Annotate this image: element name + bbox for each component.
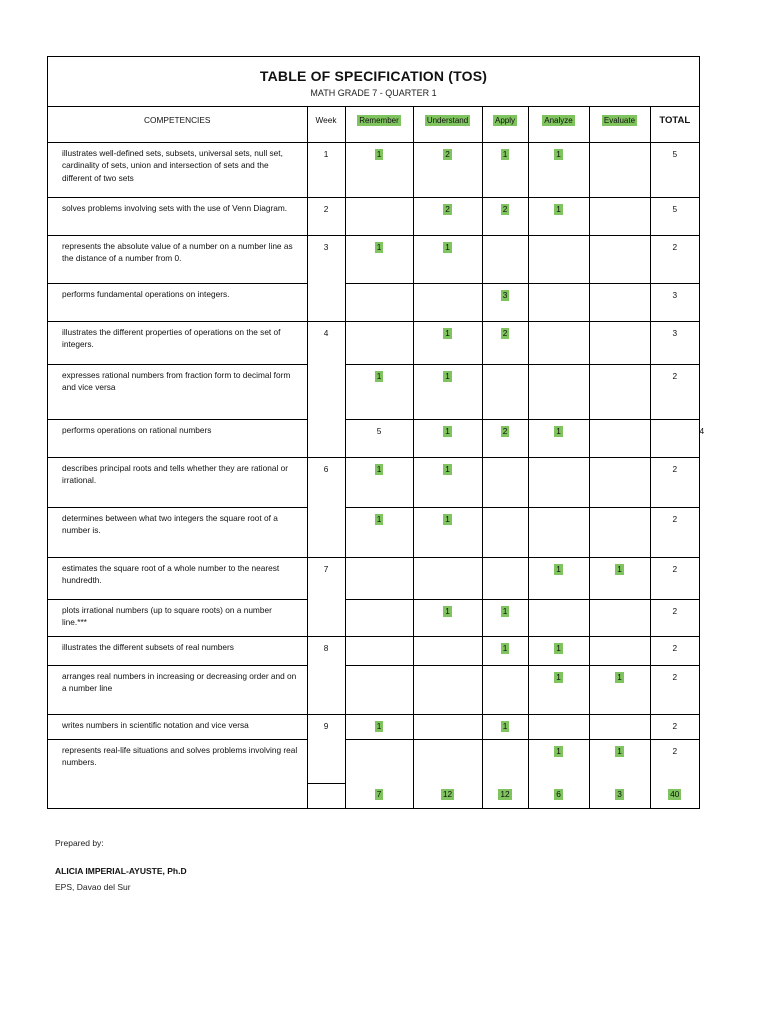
apply-cell [482, 142, 528, 197]
remember-count: 1 [376, 241, 382, 252]
remember-count: 1 [376, 720, 382, 731]
apply-count: 1 [502, 605, 508, 616]
understand-cell [413, 739, 482, 783]
analyze-count: 1 [556, 642, 561, 653]
analyze-cell [528, 197, 589, 235]
row-total-cell: 2 [650, 665, 699, 714]
understand-cell [413, 665, 482, 714]
apply-cell [482, 507, 528, 557]
understand-cell [413, 714, 482, 739]
remember-cell [345, 739, 413, 783]
specification-table [48, 107, 705, 808]
apply-cell [528, 419, 589, 457]
week-cell: 9 [307, 714, 345, 783]
week-cell: 4 [307, 321, 345, 457]
remember-cell [345, 457, 413, 507]
evaluate-cell [589, 283, 650, 321]
analyze-cell [528, 599, 589, 636]
totals-label-cell [48, 783, 307, 808]
table-header-row [48, 107, 699, 142]
understand-cell [413, 457, 482, 507]
remember-cell [345, 665, 413, 714]
remember-count: 1 [376, 370, 382, 381]
understand-count: 1 [445, 605, 450, 616]
row-total-cell: 3 [650, 321, 699, 364]
row-total-cell: 2 [650, 557, 699, 599]
author-name: ALICIA IMPERIAL-AYUSTE, Ph.D [55, 866, 187, 876]
remember-cell [345, 321, 413, 364]
competency-cell: estimates the square root of a whole number to the nearest hundredth. [48, 557, 307, 599]
remember-cell [345, 557, 413, 599]
evaluate-cell [589, 457, 650, 507]
apply-count: 1 [556, 425, 561, 436]
understand-count: 2 [445, 203, 450, 214]
apply-cell [482, 457, 528, 507]
understand-cell [413, 636, 482, 665]
author-title: EPS, Davao del Sur [55, 882, 131, 892]
understand-count: 1 [445, 327, 450, 338]
row-total-cell: 5 [650, 142, 699, 197]
row-total-cell: 2 [650, 457, 699, 507]
title-block [48, 57, 699, 107]
table-row [48, 197, 699, 235]
remember-cell [345, 235, 413, 283]
understand-cell [413, 283, 482, 321]
remember-header: Remember [345, 107, 413, 142]
week-cell: 3 [307, 235, 345, 321]
week-cell: 8 [307, 636, 345, 714]
week-header: Week [307, 107, 345, 142]
analyze-cell [528, 235, 589, 283]
understand-count: 2 [445, 148, 450, 159]
analyze-cell [528, 321, 589, 364]
table-row [48, 235, 699, 283]
row-total-cell: 2 [650, 507, 699, 557]
totals-week-cell [307, 783, 345, 808]
understand-cell [482, 419, 528, 457]
week-cell: 7 [307, 557, 345, 636]
evaluate-cell [589, 636, 650, 665]
evaluate-cell [589, 321, 650, 364]
competency-cell: represents real-life situations and solves problems involving real numbers. [48, 739, 307, 783]
table-row [48, 321, 699, 364]
apply-cell [482, 599, 528, 636]
competency-cell: solves problems involving sets with the use of Venn Diagram. [48, 197, 307, 235]
analyze-count: 1 [556, 563, 561, 574]
row-total-cell: 2 [650, 235, 699, 283]
competency-cell: plots irrational numbers (up to square roots) on a number line.*** [48, 599, 307, 636]
apply-cell [482, 364, 528, 419]
table-row [48, 636, 699, 665]
competency-cell: determines between what two integers the square root of a number is. [48, 507, 307, 557]
understand-count: 1 [445, 463, 450, 474]
table-row: performs operations on rational numbers 5 1 2 1 4 [48, 419, 699, 457]
week-cell: 1 [307, 142, 345, 197]
competency-cell: arranges real numbers in increasing or decreasing order and on a number line [48, 665, 307, 714]
remember-cell [345, 599, 413, 636]
competencies-header: COMPETENCIES [48, 107, 307, 142]
understand-cell [413, 197, 482, 235]
totals-row [48, 783, 699, 808]
evaluate-cell [589, 197, 650, 235]
competency-cell: describes principal roots and tells whether they are rational or irrational. [48, 457, 307, 507]
row-total-cell: 2 [650, 714, 699, 739]
apply-cell [482, 665, 528, 714]
table-row [48, 714, 699, 739]
analyze-cell [528, 739, 589, 783]
apply-cell [482, 235, 528, 283]
analyze-count: 1 [556, 745, 561, 756]
remember-cell [345, 636, 413, 665]
prepared-by-label: Prepared by: [55, 838, 104, 848]
document-title: TABLE OF SPECIFICATION (TOS) [259, 68, 488, 84]
table-row [48, 557, 699, 599]
analyze-cell [528, 283, 589, 321]
remember-cell [345, 714, 413, 739]
row-total-cell: 3 [650, 283, 699, 321]
apply-count: 1 [502, 642, 508, 653]
analyze-cell [528, 636, 589, 665]
apply-cell [482, 636, 528, 665]
remember-cell [345, 142, 413, 197]
row-total-cell: 2 [650, 739, 699, 783]
row-total-cell: 2 [650, 636, 699, 665]
table-body [48, 142, 705, 783]
document-subtitle: MATH GRADE 7 - QUARTER 1 [310, 88, 437, 98]
understand-cell [413, 557, 482, 599]
evaluate-header: Evaluate [589, 107, 650, 142]
evaluate-cell [589, 665, 650, 714]
apply-count: 3 [502, 289, 508, 300]
understand-cell [413, 142, 482, 197]
apply-cell [482, 321, 528, 364]
competency-cell: illustrates the different subsets of real numbers [48, 636, 307, 665]
analyze-cell [528, 714, 589, 739]
understand-count: 2 [502, 425, 508, 436]
understand-count: 1 [445, 370, 450, 381]
apply-count: 2 [502, 203, 508, 214]
understand-cell [413, 507, 482, 557]
table-row [48, 364, 699, 419]
remember-cell [413, 419, 482, 457]
apply-count: 1 [502, 720, 508, 731]
apply-cell [482, 714, 528, 739]
analyze-cell [528, 665, 589, 714]
evaluate-cell [650, 419, 699, 457]
apply-total: 12 [482, 783, 528, 808]
apply-cell [482, 197, 528, 235]
remember-count: 1 [376, 463, 382, 474]
analyze-header: Analyze [528, 107, 589, 142]
evaluate-cell [589, 142, 650, 197]
evaluate-count: 1 [617, 671, 622, 682]
competency-cell: illustrates the different properties of operations on the set of integers. [48, 321, 307, 364]
understand-header: Understand [413, 107, 482, 142]
total-header: TOTAL [650, 107, 699, 142]
competency-cell: illustrates well-defined sets, subsets, universal sets, null set, cardinality of sets, union and intersection of sets and the different of two sets [48, 142, 307, 197]
analyze-count: 1 [556, 671, 561, 682]
table-row [48, 457, 699, 507]
competency-cell: performs operations on rational numbers [48, 419, 307, 457]
apply-cell [482, 283, 528, 321]
remember-cell [345, 283, 413, 321]
remember-cell [345, 507, 413, 557]
evaluate-cell [589, 739, 650, 783]
analyze-cell [589, 419, 650, 457]
tos-sheet [47, 56, 705, 809]
competency-cell: represents the absolute value of a number on a number line as the distance of a number from 0. [48, 235, 307, 283]
analyze-count: 1 [556, 203, 561, 214]
table-row [48, 507, 699, 557]
remember-total: 7 [345, 783, 413, 808]
evaluate-count: 1 [617, 563, 622, 574]
analyze-total: 6 [528, 783, 589, 808]
evaluate-count: 1 [617, 745, 622, 756]
evaluate-cell [589, 557, 650, 599]
table-row [48, 142, 699, 197]
analyze-cell [528, 457, 589, 507]
table-row [48, 665, 699, 714]
competency-cell: expresses rational numbers from fraction form to decimal form and vice versa [48, 364, 307, 419]
remember-cell [345, 364, 413, 419]
remember-count: 1 [376, 513, 382, 524]
evaluate-cell [589, 235, 650, 283]
analyze-cell [528, 507, 589, 557]
competency-cell: writes numbers in scientific notation and vice versa [48, 714, 307, 739]
signature-block [55, 838, 187, 892]
understand-cell [413, 321, 482, 364]
evaluate-total: 3 [589, 783, 650, 808]
remember-count: 1 [376, 148, 382, 159]
evaluate-cell [589, 714, 650, 739]
apply-count: 2 [502, 327, 508, 338]
row-total-cell: 2 [650, 599, 699, 636]
understand-count: 1 [445, 513, 450, 524]
week-cell: 6 [307, 457, 345, 557]
analyze-count: 1 [556, 148, 561, 159]
remember-cell [345, 197, 413, 235]
apply-count: 1 [502, 148, 508, 159]
analyze-cell [528, 557, 589, 599]
apply-cell [482, 739, 528, 783]
understand-total: 12 [413, 783, 482, 808]
table-row [48, 739, 699, 783]
understand-cell [413, 235, 482, 283]
apply-header: Apply [482, 107, 528, 142]
analyze-cell [528, 142, 589, 197]
table-row [48, 283, 699, 321]
week-cell: 2 [307, 197, 345, 235]
understand-cell [413, 599, 482, 636]
evaluate-cell [589, 599, 650, 636]
row-total-cell: 2 [650, 364, 699, 419]
evaluate-cell [589, 364, 650, 419]
row-total-cell: 5 [650, 197, 699, 235]
remember-count: 1 [445, 425, 450, 436]
competency-cell: performs fundamental operations on integers. [48, 283, 307, 321]
understand-count: 1 [445, 241, 450, 252]
analyze-cell [528, 364, 589, 419]
table-row [48, 599, 699, 636]
apply-cell [482, 557, 528, 599]
week-cell: 5 [345, 419, 413, 457]
understand-cell [413, 364, 482, 419]
grand-total: 40 [650, 783, 699, 808]
evaluate-cell [589, 507, 650, 557]
